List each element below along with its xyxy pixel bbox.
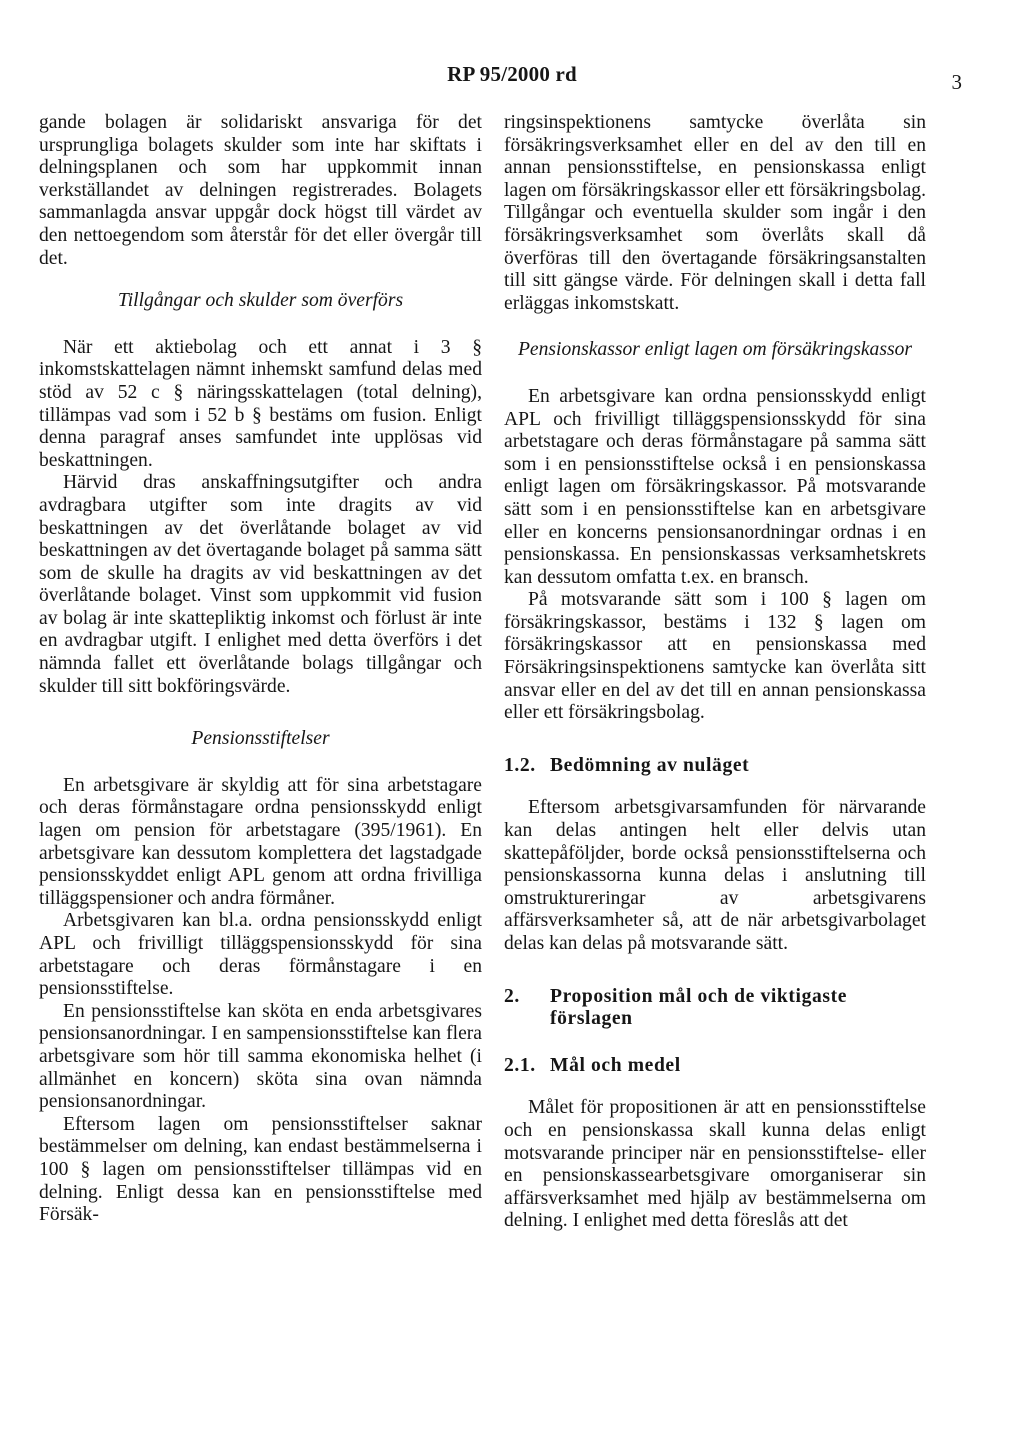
page-number: 3 xyxy=(951,70,962,94)
subheading-pension-funds: Pensionskassor enligt lagen om försäkringskassor xyxy=(517,339,913,361)
section-title: Proposition mål och de viktigaste förslagen xyxy=(550,985,848,1030)
paragraph: På motsvarande sätt som i 100 § lagen om försäkringskassor, bestäms i 132 § lagen om försäkringskassor att en pensionskassa med Försäkringsinspektionens samtycke kan överlåta sitt ansvar eller en del av det till en annan pensionskassa eller ett försäkringsbolag. xyxy=(504,589,926,724)
section-number: 2. xyxy=(504,985,520,1007)
paragraph: Eftersom lagen om pensionsstiftelser saknar bestämmelser om delning, kan endast bestämmelserna i 100 § lagen om pensionsstiftelser tillämpas vid en delning. Enligt dessa kan en pensionsstiftelse med Försäk- xyxy=(39,1113,482,1226)
section-heading-2-1 xyxy=(504,1055,926,1078)
document-reference: RP 95/2000 rd xyxy=(447,62,577,86)
section-heading-2 xyxy=(504,986,926,1031)
section-title: Bedömning av nuläget xyxy=(550,754,750,776)
paragraph: Eftersom arbetsgivarsamfunden för närvarande kan delas antingen helt eller delvis utan skattepåföljder, borde också pensionsstiftelserna och pensionskassorna kunna delas i anslutning till omstruktureringar av arbetsgivarens affärsverksamheter så, att de när arbetsgivarbolaget delas kan delas på motsvarande sätt. xyxy=(504,797,926,954)
paragraph: En arbetsgivare kan ordna pensionsskydd enligt APL och frivilligt tilläggspensionsskydd för sina arbetstagare och deras förmånstagare på samma sätt som i en pensionsstiftelse också i en pensionskassa enligt lagen om försäkringskassor. På motsvarande sätt som i en pensionsstiftelse kan en arbetsgivare eller en koncerns pensionsanordningar ordnas i en pensionskassa. En pensionskassas verksamhetskrets kan dessutom omfatta t.ex. en bransch. xyxy=(504,385,926,588)
paragraph: ringsinspektionens samtycke överlåta sin försäkringsverksamhet eller en del av den till en annan pensionsstiftelse, en pensionskassa enligt lagen om försäkringskassor eller ett försäkringsbolag. Tillgångar och eventuella skulder som ingår i den försäkringsverksamhet som överlåts skall då överföras till den övertagande försäkringsanstalten till sitt gängse värde. För delningen skall i detta fall erläggas inkomstskatt. xyxy=(504,112,926,314)
paragraph: En pensionsstiftelse kan sköta en enda arbetsgivares pensionsanordningar. I en sampensionsstiftelse kan flera arbetsgivare som hör till samma ekonomiska helhet (i allmänhet en koncern) sköta sina ovan nämnda pensionsanordningar. xyxy=(39,1000,482,1113)
paragraph: Härvid dras anskaffningsutgifter och andra avdragbara utgifter som inte dragits av vid beskattningen av det överlåtande bolaget av vid beskattningen av det övertagande bolaget på samma sätt som de skulle ha dragits av vid beskattningen av det överlåtande bolaget. Vinst som uppkommit vid fusion av bolag är inte skattepliktig inkomst och förlust är inte en avdragbar utgift. I enlighet med detta överförs i det nämnda fallet ett överlåtande bolags tillgångar och skulder till sitt bokföringsvärde. xyxy=(39,472,482,697)
paragraph: gande bolagen är solidariskt ansvariga för det ursprungliga bolagets skulder som inte har skiftats i delningsplanen och som har uppkommit innan verkställandet av delningen registrerades. Bolagets sammanlagda ansvar uppgår dock högst till värdet av den nettoegendom som återstår för det eller övergår till det. xyxy=(39,112,482,269)
page-header xyxy=(0,62,1024,98)
section-heading-1-2 xyxy=(504,755,926,778)
subheading-pension-foundations: Pensionsstiftelser xyxy=(191,728,330,750)
paragraph: När ett aktiebolag och ett annat i 3 § inkomstskattelagen nämnt inhemskt samfund delas med stöd av 52 c § näringsskattelagen (total delning), tillämpas vad som i 52 b § bestäms om fusion. Enligt denna paragraf anses samfundet inte upplösas vid beskattningen. xyxy=(39,336,482,471)
right-column xyxy=(504,112,926,1233)
paragraph: Målet för propositionen är att en pensionsstiftelse och en pensionskassa skall kunna delas enligt motsvarande principer när en pensionsstiftelse- eller en pensionskassearbetsgivare omorganiserar sin affärsverksamhet med hjälp av bestämmelserna om delning. I enlighet med detta föreslås att det xyxy=(504,1097,926,1232)
paragraph: En arbetsgivare är skyldig att för sina arbetstagare och deras förmånstagare ordna pensionsskydd enligt lagen om pension för arbetstagare (395/1961). En arbetsgivare kan dessutom komplettera det lagstadgade pensionsskyddet enligt APL genom att ordna frivilliga tilläggspensioner och andra förmåner. xyxy=(39,774,482,909)
section-number: 1.2. xyxy=(504,754,536,776)
section-title: Mål och medel xyxy=(550,1054,681,1076)
section-number: 2.1. xyxy=(504,1054,536,1076)
left-column xyxy=(39,112,482,1227)
subheading-assets: Tillgångar och skulder som överförs xyxy=(117,290,404,312)
paragraph: Arbetsgivaren kan bl.a. ordna pensionsskydd enligt APL och frivilligt tilläggspensionsskydd för sina arbetstagare och deras förmånstagare i en pensionsstiftelse. xyxy=(39,910,482,1000)
